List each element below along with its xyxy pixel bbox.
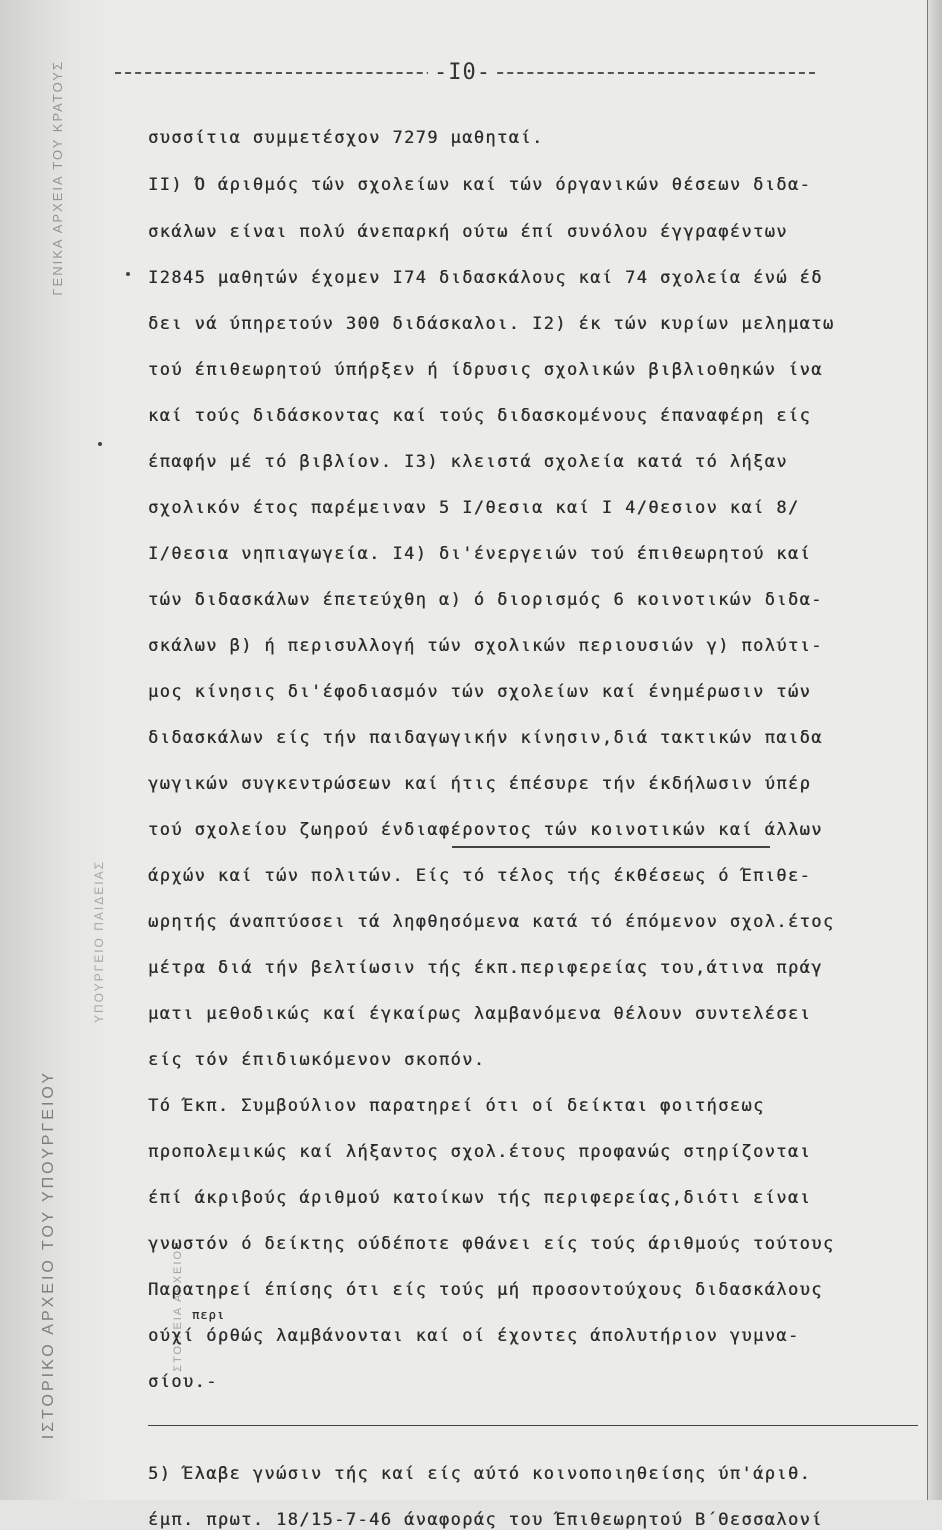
text-line: μος κίνησις δι'έφοδιασμόν τών σχολείων καί ένημέρωσιν τών xyxy=(148,682,812,702)
margin-dot xyxy=(98,442,102,446)
text-line: μέτρα διά τήν βελτίωσιν τής έκπ.περιφερείας του,άτινα πράγ xyxy=(148,958,823,978)
text-line: τών διδασκάλων έπετεύχθη α) ό διορισμός 6 κοινοτικών διδα- xyxy=(148,590,823,610)
bottom-rule xyxy=(148,1425,918,1426)
text-line: είς τόν έπιδιωκόμενον σκοπόν. xyxy=(148,1050,486,1070)
text-line: ούχί όρθώς λαμβάνονται καί οί έχοντες άπολυτήριον γυμνα- xyxy=(148,1326,800,1346)
text-line: I2845 μαθητών έχομεν I74 διδασκάλους καί 74 σχολεία ένώ έδ xyxy=(148,268,823,288)
text-line: άρχών καί τών πολιτών. Είς τό τέλος τής έκθέσεως ό Έπιθε- xyxy=(148,866,812,886)
text-line: έπί άκριβούς άριθμού κατοίκων τής περιφερείας,διότι είναι xyxy=(148,1188,812,1208)
text-line: σκάλων είναι πολύ άνεπαρκή ούτω έπί συνόλου έγγραφέντων xyxy=(148,222,788,242)
margin-stamp: ΓΕΝΙΚΑ ΑΡΧΕΙΑ ΤΟΥ ΚΡΑΤΟΥΣ xyxy=(50,60,65,296)
text-line: γνωστόν ό δείκτης ούδέποτε φθάνει είς τούς άριθμούς τούτους xyxy=(148,1234,835,1254)
text-line: ωρητής άναπτύσσει τά ληφθησόμενα κατά τό έπόμενον σχολ.έτος xyxy=(148,912,835,932)
text-line: σίου.- xyxy=(148,1372,218,1392)
margin-stamp: ΥΠΟΥΡΓΕΙΟ ΠΑΙΔΕΙΑΣ xyxy=(92,860,106,1024)
text-line: καί τούς διδάσκοντας καί τούς διδασκομένους έπαναφέρη είς xyxy=(148,406,812,426)
page-edge xyxy=(927,0,942,1500)
interlinear-note: περι xyxy=(192,1308,225,1322)
text-line: προπολεμικώς καί λήξαντος σχολ.έτους προφανώς στηρίζονται xyxy=(148,1142,812,1162)
text-line: έμπ. πρωτ. 18/15-7-46 άναφοράς του Έπιθεωρητού Β΄Θεσσαλονί xyxy=(148,1510,823,1530)
text-line: I/θεσια νηπιαγωγεία. I4) δι'ένεργειών τού έπιθεωρητού καί xyxy=(148,544,812,564)
text-line: II) Ό άριθμός τών σχολείων καί τών όργανικών θέσεων διδα- xyxy=(148,175,812,195)
page-number: -I0- xyxy=(428,60,497,85)
margin-stamp: ΣΤΟΙΧΕΙΑ ΑΡΧΕΙΟΥ xyxy=(172,1240,184,1372)
text-line: διδασκάλων είς τήν παιδαγωγικήν κίνησιν,διά τακτικών παιδα xyxy=(148,728,823,748)
text-line: σκάλων β) ή περισυλλογή τών σχολικών περιουσιών γ) πολύτι- xyxy=(148,636,823,656)
text-line: γωγικών συγκεντρώσεων καί ήτις έπέσυρε τήν έκδήλωσιν ύπέρ xyxy=(148,774,812,794)
margin-dot xyxy=(126,272,130,276)
strikethrough-line xyxy=(452,846,770,848)
text-line: τού σχολείου ζωηρού ένδιαφέροντος τών κοινοτικών καί άλλων xyxy=(148,820,823,840)
text-line: συσσίτια συμμετέσχον 7279 μαθηταί. xyxy=(148,128,544,148)
text-line: έπαφήν μέ τό βιβλίον. I3) κλειστά σχολεία κατά τό λήξαν xyxy=(148,452,788,472)
text-line: ματι μεθοδικώς καί έγκαίρως λαμβανόμενα θέλουν συντελέσει xyxy=(148,1004,812,1024)
text-line: σχολικόν έτος παρέμειναν 5 I/θεσια καί I 4/θεσιον καί 8/ xyxy=(148,498,800,518)
text-line: Τό Έκπ. Συμβούλιον παρατηρεί ότι οί δείκται φοιτήσεως xyxy=(148,1096,765,1116)
text-line: τού έπιθεωρητού ύπήρξεν ή ίδρυσις σχολικών βιβλιοθηκών ίνα xyxy=(148,360,823,380)
text-line: 5) Έλαβε γνώσιν τής καί είς αύτό κοινοποιηθείσης ύπ'άριθ. xyxy=(148,1464,812,1484)
text-line: Παρατηρεί έπίσης ότι είς τούς μή προσοντούχους διδασκάλους xyxy=(148,1280,823,1300)
margin-stamp: ΙΣΤΟΡΙΚΟ ΑΡΧΕΙΟ ΤΟΥ ΥΠΟΥΡΓΕΙΟΥ xyxy=(40,1070,57,1440)
text-line: δει νά ύπηρετούν 300 διδάσκαλοι. I2) έκ τών κυρίων μεληματω xyxy=(148,314,835,334)
